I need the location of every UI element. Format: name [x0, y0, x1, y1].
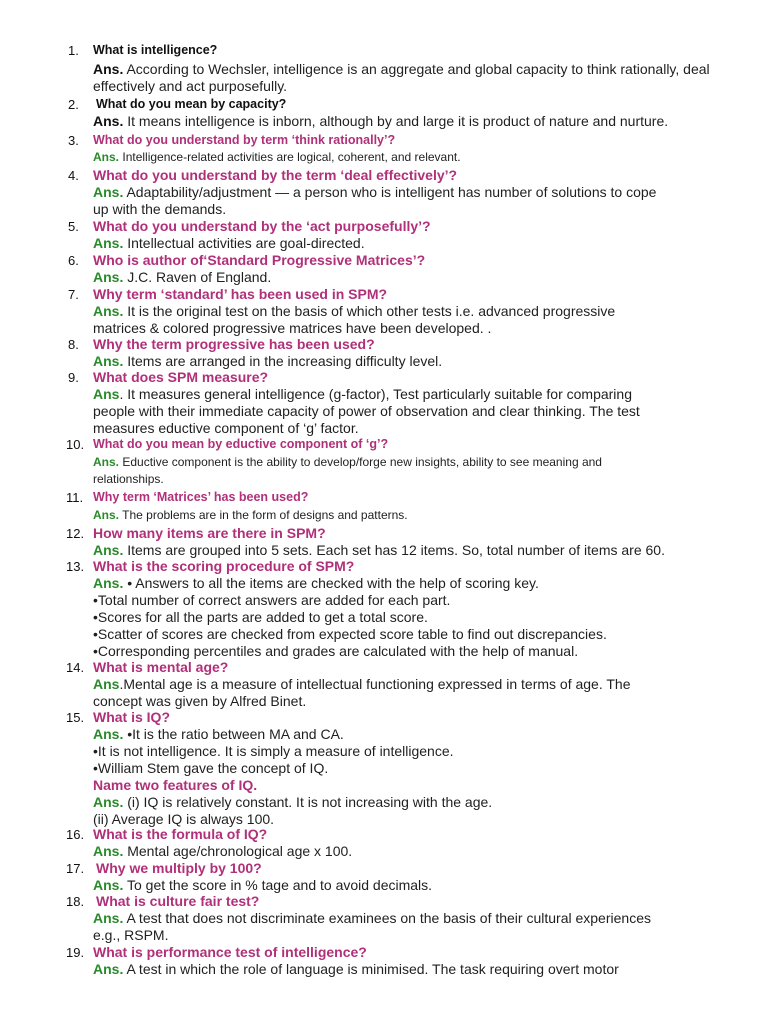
item-number: 4. [68, 168, 79, 183]
item-number: 7. [68, 287, 79, 302]
question-text: What do you understand by term ‘think rationally’? [93, 133, 396, 147]
answer-line: concept was given by Alfred Binet. [93, 693, 307, 709]
question-text: What is mental age? [93, 659, 229, 675]
answer-line: (i) IQ is relatively constant. It is not increasing with the age. [127, 794, 493, 810]
answer-line: people with their immediate capacity of power of observation and clear thinking. The test [93, 403, 640, 419]
answer-label: Ans. [93, 150, 120, 164]
answer-line: Items are grouped into 5 sets. Each set has 12 items. So, total number of items are 60. [127, 542, 665, 558]
answer-line: • Answers to all the items are checked with the help of scoring key. [127, 575, 539, 591]
answer-label: Ans [93, 386, 120, 402]
answer-label: Ans. [93, 877, 124, 893]
question-text: What is the formula of IQ? [93, 826, 268, 842]
answer-label: Ans. [93, 303, 124, 319]
item-number: 16. [66, 827, 85, 842]
answer-line: Intellectual activities are goal-directed. [127, 235, 365, 251]
question-text: Why term ‘standard’ has been used in SPM? [93, 286, 388, 302]
answer-label: Ans. [93, 455, 120, 469]
item-number: 5. [68, 219, 79, 234]
question-text: What is performance test of intelligence? [93, 944, 367, 960]
item-number: 13. [66, 559, 85, 574]
item-number: 19. [66, 945, 85, 960]
question-text: What do you mean by eductive component of ‘g’? [93, 437, 389, 451]
question-text: What is culture fair test? [96, 893, 260, 909]
answer-line: matrices & colored progressive matrices have been developed. . [93, 320, 492, 336]
answer-label: Ans. [93, 726, 124, 742]
item-number: 1. [68, 43, 79, 58]
answer-line: •Corresponding percentiles and grades are calculated with the help of manual. [93, 643, 579, 659]
item-number: 11. [66, 490, 84, 505]
item-number: 8. [68, 337, 79, 352]
answer-label: Ans. [93, 794, 124, 810]
answer-line: Mental age/chronological age x 100. [127, 843, 353, 859]
answer-line: •Total number of correct answers are added for each part. [93, 592, 451, 608]
question-text: Why we multiply by 100? [96, 860, 262, 876]
answer-line: .Mental age is a measure of intellectual functioning expressed in terms of age. The [119, 676, 631, 692]
answer-line: •It is not intelligence. It is simply a measure of intelligence. [93, 743, 454, 759]
question-text: What is intelligence? [93, 43, 218, 57]
sub-question-text: Name two features of IQ. [93, 777, 258, 793]
question-text: What is IQ? [93, 709, 170, 725]
answer-line: relationships. [93, 472, 164, 486]
item-number: 9. [68, 370, 79, 385]
question-text: What do you understand by the ‘act purposefully’? [93, 218, 431, 234]
answer-line: •William Stem gave the concept of IQ. [93, 760, 329, 776]
answer-line: up with the demands. [93, 201, 227, 217]
answer-line: •Scatter of scores are checked from expected score table to find out discrepancies. [93, 626, 607, 642]
answer-line: A test in which the role of language is minimised. The task requiring overt motor [126, 961, 619, 977]
answer-line: Items are arranged in the increasing difficulty level. [127, 353, 443, 369]
answer-line: (ii) Average IQ is always 100. [93, 811, 275, 827]
answer-line: •It is the ratio between MA and CA. [127, 726, 344, 742]
answer-label: Ans. [93, 508, 120, 522]
item-number: 12. [66, 526, 85, 541]
answer-label: Ans. [93, 843, 124, 859]
answer-line: A test that does not discriminate examinees on the basis of their cultural experiences [126, 910, 651, 926]
answer-line: measures eductive component of ‘g’ factor. [93, 420, 359, 436]
item-number: 10. [66, 437, 85, 452]
answer-label: Ans. [93, 961, 124, 977]
item-number: 6. [68, 253, 79, 268]
item-number: 2. [68, 97, 79, 112]
answer-label: Ans [93, 676, 120, 692]
answer-line: e.g., RSPM. [93, 927, 169, 943]
answer-line: Intelligence-related activities are logical, coherent, and relevant. [122, 150, 461, 164]
answer-label: Ans. [93, 113, 124, 129]
answer-line: •Scores for all the parts are added to get a total score. [93, 609, 428, 625]
question-text: Who is author of‘Standard Progressive Matrices’? [93, 252, 426, 268]
question-text: What do you mean by capacity? [96, 97, 287, 111]
item-number: 14. [66, 660, 85, 675]
question-text: How many items are there in SPM? [93, 525, 326, 541]
question-text: What is the scoring procedure of SPM? [93, 558, 355, 574]
answer-label: Ans. [93, 269, 124, 285]
answer-line: The problems are in the form of designs and patterns. [122, 508, 408, 522]
item-number: 17. [66, 861, 85, 876]
answer-label: Ans. [93, 542, 124, 558]
question-text: Why term ‘Matrices’ has been used? [93, 490, 309, 504]
answer-line: J.C. Raven of England. [127, 269, 272, 285]
answer-line: It means intelligence is inborn, although by and large it is product of nature and nurture. [127, 113, 669, 129]
question-text: Why the term progressive has been used? [93, 336, 375, 352]
answer-line: Adaptability/adjustment — a person who is intelligent has number of solutions to cope [126, 184, 657, 200]
answer-label: Ans. [93, 575, 124, 591]
answer-label: Ans. [93, 184, 124, 200]
question-text: What does SPM measure? [93, 369, 269, 385]
item-number: 3. [68, 133, 79, 148]
answer-label: Ans. [93, 235, 124, 251]
item-number: 18. [66, 894, 85, 909]
item-number: 15. [66, 710, 85, 725]
answer-line: It is the original test on the basis of which other tests i.e. advanced progressive [127, 303, 616, 319]
answer-line: According to Wechsler, intelligence is an aggregate and global capacity to think rationally, deal [126, 61, 710, 77]
answer-line: To get the score in % tage and to avoid decimals. [126, 877, 433, 893]
answer-line: Eductive component is the ability to develop/forge new insights, ability to see meaning and [122, 455, 602, 469]
answer-line: effectively and act purposefully. [93, 78, 288, 94]
answer-label: Ans. [93, 61, 124, 77]
answer-label: Ans. [93, 910, 124, 926]
answer-label: Ans. [93, 353, 124, 369]
answer-line: . It measures general intelligence (g-factor), Test particularly suitable for comparing [119, 386, 632, 402]
question-text: What do you understand by the term ‘deal effectively’? [93, 167, 458, 183]
